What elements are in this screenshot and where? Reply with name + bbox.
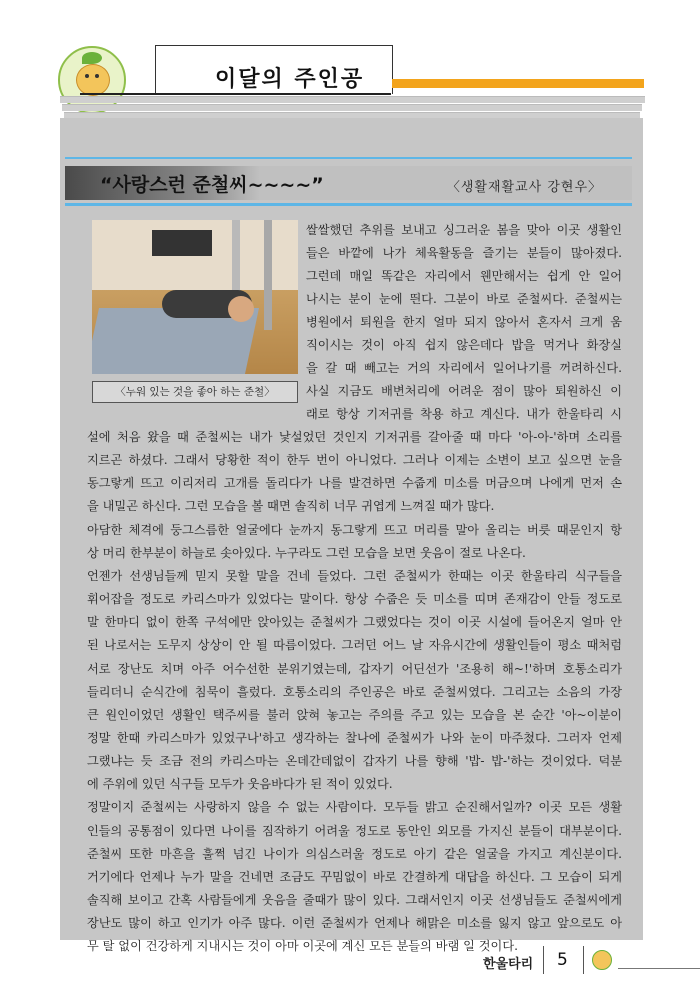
body-text-line: 인들의 공통점이 있다면 나이를 짐작하기 어려울 정도로 동안인 외모를 가지신 분들이 대부분이다.	[87, 823, 622, 838]
body-text-line: 을 갈 때 빼고는 거의 자리에서 일어나기를 꺼려하신다.	[306, 361, 622, 375]
title-rule-top	[65, 157, 632, 159]
body-text-line: 상 머리 한부분이 하늘로 솟아있다. 누구라도 그런 모습을 보면 웃음이 절로 나온다.	[87, 545, 526, 560]
body-text-line: 들리더니 순식간에 침묵이 흘렀다. 호통소리의 주인공은 바로 준철씨였다. 그리고는 소음의 가장	[87, 684, 622, 699]
body-text-line: 거기에다 언제나 누가 말을 건네면 조금도 꾸밈없이 바로 간결하게 대답을 하신다. 그 모습이 되게	[87, 869, 622, 884]
body-text-line: 그랬냐는 듯 조금 전의 카리스마는 온데간데없이 갑자기 나를 향해 '밥- 밥-'하는 것이었다. 덕분	[87, 754, 622, 769]
body-text-line: 정말 한때 카리스마가 있었구나'하고 생각하는 찰나에 준철씨가 나와 눈이 마주쳤다. 그러자 언제	[87, 730, 622, 745]
body-text-line: 큰 원인이었던 생활인 택주씨를 불러 앉혀 놓고는 주의를 주고 있는 모습을 본 순간 '아~이분이	[87, 707, 622, 722]
footer-divider	[583, 946, 584, 974]
header-accent-bar	[392, 79, 644, 88]
body-text-line: 에 주위에 있던 식구들 모두가 웃음바다가 된 적이 있었다.	[87, 777, 393, 792]
photo-person-head	[228, 296, 254, 322]
article-author: 〈생활재활교사 강현우〉	[446, 180, 602, 195]
body-text-line: 쌀쌀했던 추위를 보내고 싱그러운 봄을 맞아 이곳 생활인	[306, 223, 622, 237]
body-text-line: 된 나로서는 도무지 상상이 안 될 따름이었다. 그러던 어느 날 자유시간에 생활인들이 평소 때처럼	[87, 638, 622, 653]
publication-name: 한울타리	[483, 957, 534, 972]
body-text-line: 무 탈 없이 건강하게 지내시는 것이 아마 이곳에 계신 모든 분들의 바램 일 것이다.	[87, 939, 518, 954]
body-text-line: 정말이지 준철씨는 사랑하지 않을 수 없는 사람이다. 모두들 밝고 순진해서일까? 이곳 모든 생활	[87, 800, 622, 815]
body-text-line: 나시는 분이 눈에 띈다. 그분이 바로 준철씨다. 준철씨는	[306, 292, 622, 306]
photo-bar	[264, 220, 272, 330]
body-text-line: 휘어잡을 정도로 카리스마가 있었다는 말이다. 항상 수줍은 듯 미소를 띠며 존재감이 안들 정도로	[87, 592, 622, 607]
paper-stack-edge	[62, 104, 642, 111]
photo-equipment	[152, 230, 212, 256]
footer-rule	[618, 968, 700, 969]
body-text-line: 동그랗게 뜨고 이리저리 고개를 돌리다가 나를 발견하면 수줍게 미소를 머금으며 나에게 먼저 손	[87, 476, 622, 491]
body-text-line: 설에 처음 왔을 때 준철씨는 내가 낯설었던 것인지 기저귀를 갈아줄 때 마다 '아-아-'하며 소리를	[87, 430, 622, 444]
body-text-line: 래로 항상 기저귀를 착용 하고 계신다. 내가 한울타리 시	[306, 407, 622, 421]
article-photo	[92, 220, 298, 374]
footer-divider	[543, 946, 544, 974]
article-title: “사랑스런 준철씨~~~~”	[100, 174, 324, 196]
body-text-line: 지르곤 하셨다. 그래서 당황한 적이 한두 번이 아니었다. 그러나 이제는 소변이 보고 싶으면 눈을	[87, 453, 622, 468]
body-text-line: 언젠가 선생님들께 믿지 못할 말을 건네 들었다. 그런 준철씨가 한때는 이곳 한울타리 식구들을	[87, 568, 622, 583]
title-rule-bottom	[65, 203, 632, 206]
mascot-face	[76, 64, 110, 96]
page-number: 5	[557, 950, 568, 970]
body-text-line: 솔직해 보이고 간혹 사람들에게 웃음을 줄때가 많이 있다. 그래서인지 이곳 선생님들도 준철씨에게	[87, 893, 622, 907]
body-text-line: 서로 장난도 치며 아주 어수선한 분위기였는데, 갑자기 어딘선가 '조용히 해~!'하며 호통소리가	[87, 661, 622, 676]
photo-caption: 〈누워 있는 것을 좋아 하는 준철〉	[92, 381, 298, 403]
body-text-line: 사실 지금도 배변처리에 어려운 점이 많아 퇴원하신 이	[306, 384, 622, 398]
body-text-line: 말 한마디 없이 한쪽 구석에만 앉아있는 준철씨가 그랬었다는 것이 이곳 시설에 들어온지 얼마 안	[87, 615, 622, 630]
mascot-eye-left	[85, 74, 89, 78]
body-text-line: 준철씨 또한 마흔을 훌쩍 넘긴 나이가 의심스러울 정도로 아기 같은 얼굴을 가지고 계신분이다.	[87, 846, 622, 861]
body-text-line: 을 내밀곤 하신다. 그런 모습을 볼 때면 솔직히 너무 귀엽게 느껴질 때가 많다.	[87, 499, 495, 514]
mascot-small-icon	[592, 950, 612, 970]
body-text-line: 아담한 체격에 둥그스름한 얼굴에다 눈까지 동그랗게 뜨고 머리를 말아 올리는 버릇 때문인지 항	[87, 522, 622, 537]
body-text-line: 병원에서 퇴원을 한지 얼마 되지 않아서 혼자서 크게 움	[306, 315, 622, 329]
section-title: 이달의 주인공	[215, 67, 365, 92]
body-text-line: 장난도 많이 하고 인기가 아주 많다. 이런 준철씨가 언제나 해맑은 미소를 잃지 않고 앞으로도 아	[87, 916, 622, 931]
body-text-line: 들은 바깥에 나가 체육활동을 즐기는 분들이 많아졌다.	[306, 246, 622, 260]
leaf-icon	[82, 52, 102, 64]
header-rule	[80, 93, 391, 95]
body-text-line: 직이시는 것이 아직 쉽지 않은데다 밥을 먹거나 화장실	[306, 338, 622, 352]
mascot-eye-right	[95, 74, 99, 78]
body-text-line: 그런데 매일 똑같은 자리에서 웬만해서는 쉽게 안 일어	[306, 269, 622, 283]
paper-stack-edge	[60, 96, 645, 103]
